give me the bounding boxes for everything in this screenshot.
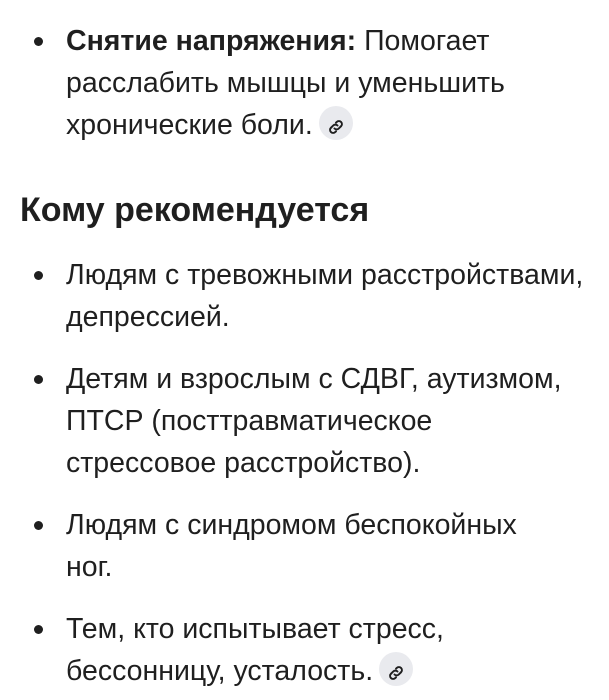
source-link-button[interactable] [319, 106, 353, 140]
item-text: Помогает расслабить мышцы и уменьшить хронические боли. [66, 25, 505, 141]
link-icon [327, 118, 345, 136]
link-icon [387, 664, 405, 682]
item-text: Людям с тревожными расстройствами, депрессией. [66, 259, 584, 333]
item-title: Снятие напряжения: [66, 25, 357, 57]
benefits-list [0, 20, 609, 146]
item-text: Тем, кто испытывает стресс, бессонницу, усталость. [66, 613, 444, 687]
recommend-list [0, 254, 609, 692]
item-text: Детям и взрослым с СДВГ, аутизмом, ПТСР (посттравматическое стрессовое расстройство). [66, 363, 562, 479]
source-link-button[interactable] [379, 652, 413, 686]
list-item [0, 608, 609, 692]
list-item [0, 20, 609, 146]
list-item [0, 254, 609, 338]
item-text: Людям с синдромом беспокойных ног. [66, 509, 517, 583]
section-heading: Кому рекомендуется [20, 191, 370, 229]
list-item [0, 358, 609, 484]
list-item [0, 504, 609, 588]
